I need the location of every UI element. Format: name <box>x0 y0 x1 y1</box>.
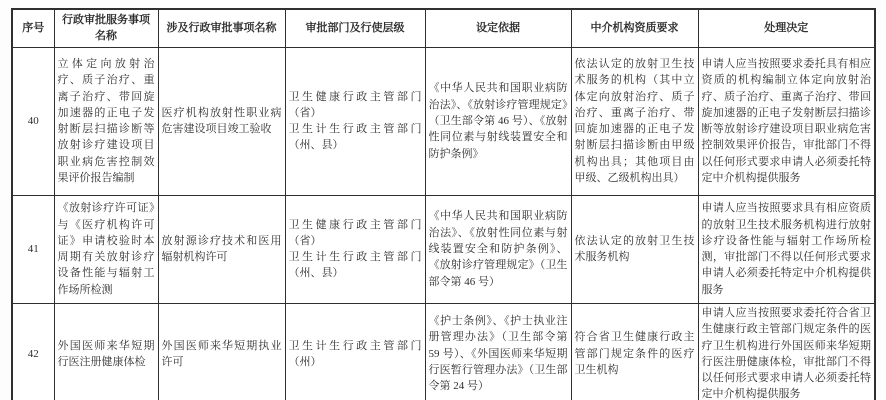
cell-service-name: 立体定向放射治疗、质子治疗、重离子治疗、带回旋加速器的正电子发射断层扫描诊断等放射诊疗建设项目职业病危害控制效果评价报告编制 <box>54 47 158 195</box>
header-basis: 设定依据 <box>425 9 571 47</box>
header-service-name: 行政审批服务事项 名称 <box>54 9 158 47</box>
cell-basis: 《中华人民共和国职业病防治法》、《放射性同位素与射线装置安全和防护条例》、《放射诊疗管理规定》（卫生部令第 46 号） <box>425 195 571 303</box>
cell-qualification: 依法认定的放射卫生技术服务的机构（其中立体定向放射治疗、质子治疗、重离子治疗、带回旋加速器的正电子发射断层扫描诊断由甲级机构出具；其他项目由甲级、乙级机构出具） <box>571 47 698 195</box>
header-department: 审批部门及行使层级 <box>285 9 425 47</box>
cell-department: 卫生健康行政主管部门（省） 卫生计生行政主管部门（州、县） <box>285 195 425 303</box>
table-row <box>12 47 875 195</box>
cell-related-item: 放射源诊疗技术和医用辐射机构许可 <box>158 195 285 303</box>
cell-seq: 41 <box>12 195 54 303</box>
cell-department: 卫生健康行政主管部门（省） 卫生计生行政主管部门（州、县） <box>285 47 425 195</box>
header-seq: 序号 <box>12 9 54 47</box>
table-row <box>12 303 875 400</box>
administrative-approval-table <box>11 8 876 400</box>
table-header-row <box>12 9 875 47</box>
header-qualification: 中介机构资质要求 <box>571 9 698 47</box>
cell-related-item: 医疗机构放射性职业病危害建设项目竣工验收 <box>158 47 285 195</box>
cell-basis: 《护士条例》、《护士执业注册管理办法》（卫生部令第 59 号）、《外国医师来华短期行医暂行管理办法》（卫生部令第 24 号） <box>425 303 571 400</box>
cell-seq: 42 <box>12 303 54 400</box>
cell-qualification: 符合省卫生健康行政主管部门规定条件的医疗卫生机构 <box>571 303 698 400</box>
header-related-item: 涉及行政审批事项名称 <box>158 9 285 47</box>
header-decision: 处理决定 <box>698 9 875 47</box>
cell-service-name: 《放射诊疗许可证》与《医疗机构许可证》申请校验时本周期有关放射诊疗设备性能与辐射工作场所检测 <box>54 195 158 303</box>
cell-seq: 40 <box>12 47 54 195</box>
cell-decision: 申请人应当按照要求委托具有相应资质的机构编制立体定向放射治疗、质子治疗、重离子治疗、带回旋加速器的正电子发射断层扫描诊断等放射诊疗建设项目职业病危害控制效果评价报告，审批部门不得以任何形式要求申请人必须委托特定中介机构提供服务 <box>698 47 875 195</box>
cell-department: 卫生计生行政主管部门（州） <box>285 303 425 400</box>
cell-decision: 申请人应当按照要求委托符合省卫生健康行政主管部门规定条件的医疗卫生机构进行外国医师来华短期行医注册健康体检，审批部门不得以任何形式要求申请人必须委托特定中介机构提供服务 <box>698 303 875 400</box>
cell-service-name: 外国医师来华短期行医注册健康体检 <box>54 303 158 400</box>
cell-related-item: 外国医师来华短期执业许可 <box>158 303 285 400</box>
cell-qualification: 依法认定的放射卫生技术服务机构 <box>571 195 698 303</box>
table-row <box>12 195 875 303</box>
cell-decision: 申请人应当按照要求具有相应资质的放射卫生技术服务机构进行放射诊疗设备性能与辐射工作场所检测，审批部门不得以任何形式要求申请人必须委托特定中介机构提供服务 <box>698 195 875 303</box>
cell-basis: 《中华人民共和国职业病防治法》、《放射诊疗管理规定》（卫生部令第 46 号）、《放射性同位素与射线装置安全和防护条例》 <box>425 47 571 195</box>
